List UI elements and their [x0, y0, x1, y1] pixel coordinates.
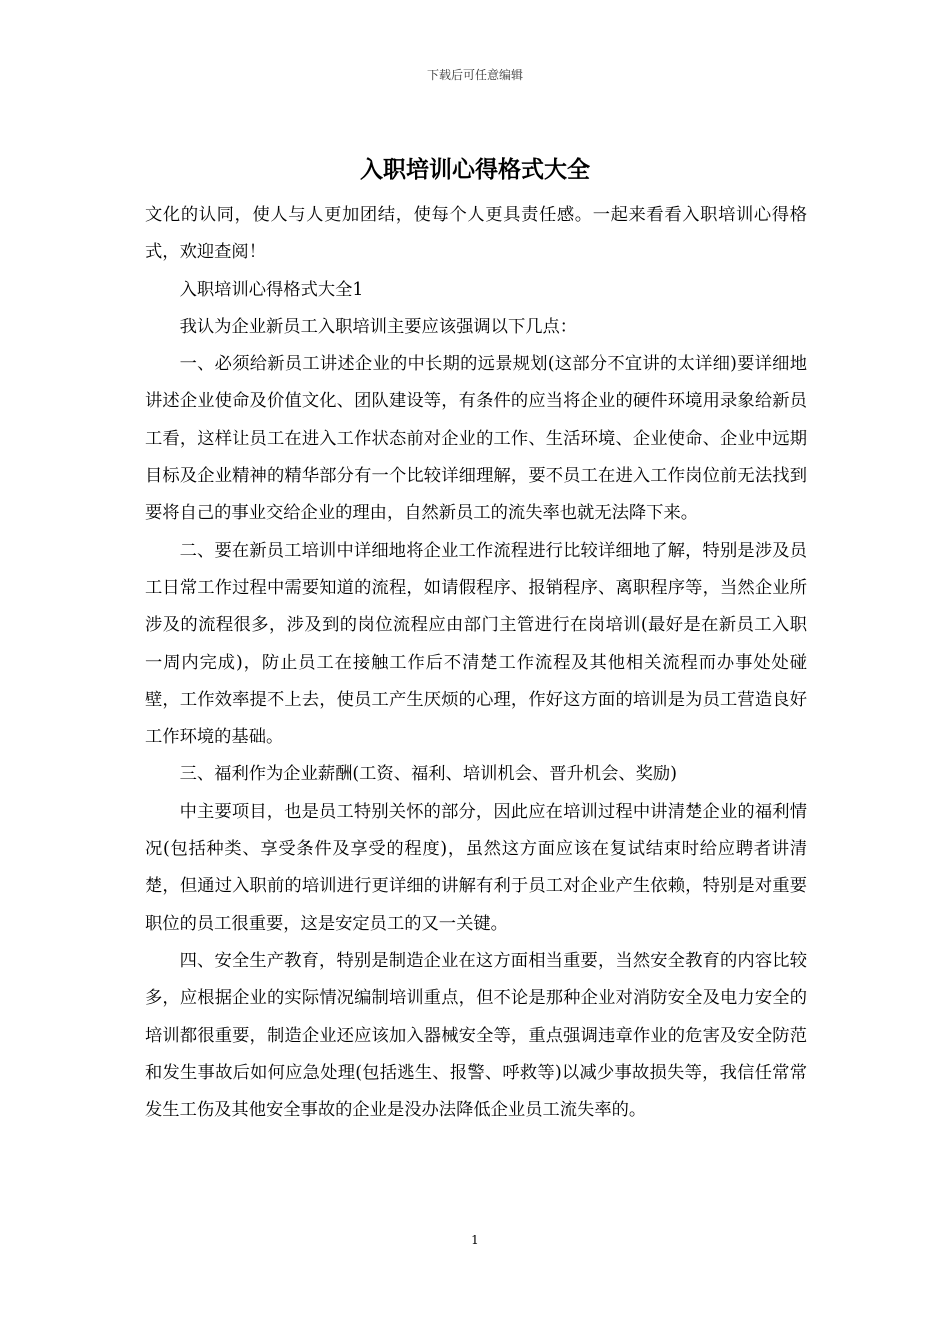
paragraph-lead: 我认为企业新员工入职培训主要应该强调以下几点： [179, 316, 578, 337]
paragraph-section-heading: 入职培训心得格式大全1 [179, 279, 364, 300]
header-note: 下载后可任意编辑 [426, 68, 523, 82]
paragraph-point-4: 四、安全生产教育，特别是制造企业在这方面相当重要，当然安全教育的内容比较多，应根据企业的实际情况编制培训重点，但不论是那种企业对消防安全及电力安全的培训都很重要，制造企业还应该加入器械安全等，重点强调违章作业的危害及安全防范和发生事故后如何应急处理(包括逃生、报警、呼救等)以减少事故损失等，我信任常常发生工伤及其他安全事故的企业是没办法降低企业员工流失率的。 [145, 950, 807, 1121]
paragraph-point-3-continued: 中主要项目，也是员工特别关怀的部分，因此应在培训过程中讲清楚企业的福利情况(包括种类、享受条件及享受的程度)，虽然这方面应该在复试结束时给应聘者讲清楚，但通过入职前的培训进行更详细的讲解有利于员工对企业产生依赖，特别是对重要职位的员工很重要，这是安定员工的又一关键。 [145, 801, 807, 934]
paragraph-point-1: 一、必须给新员工讲述企业的中长期的远景规划(这部分不宜讲的太详细)要详细地讲述企业使命及价值文化、团队建设等，有条件的应当将企业的硬件环境用录象给新员工看，这样让员工在进入工作状态前对企业的工作、生活环境、企业使命、企业中远期目标及企业精神的精华部分有一个比较详细理解，要不员工在进入工作岗位前无法找到要将自己的事业交给企业的理由，自然新员工的流失率也就无法降下来。 [145, 354, 807, 524]
paragraph-point-2: 二、要在新员工培训中详细地将企业工作流程进行比较详细地了解，特别是涉及员工日常工作过程中需要知道的流程，如请假程序、报销程序、离职程序等，当然企业所涉及的流程很多，涉及到的岗位流程应由部门主管进行在岗培训(最好是在新员工入职一周内完成)，防止员工在接触工作后不清楚工作流程及其他相关流程而办事处处碰壁，工作效率提不上去，使员工产生厌烦的心理，作好这方面的培训是为员工营造良好工作环境的基础。 [145, 540, 807, 748]
document-title: 入职培训心得格式大全 [360, 156, 590, 183]
paragraph-intro: 文化的认同，使人与人更加团结，使每个人更具责任感。一起来看看入职培训心得格式，欢迎查阅！ [145, 205, 807, 263]
document-body [145, 197, 807, 1129]
page-number: 1 [471, 1233, 479, 1247]
paragraph-point-3: 三、福利作为企业薪酬(工资、福利、培训机会、晋升机会、奖励) [179, 764, 677, 785]
